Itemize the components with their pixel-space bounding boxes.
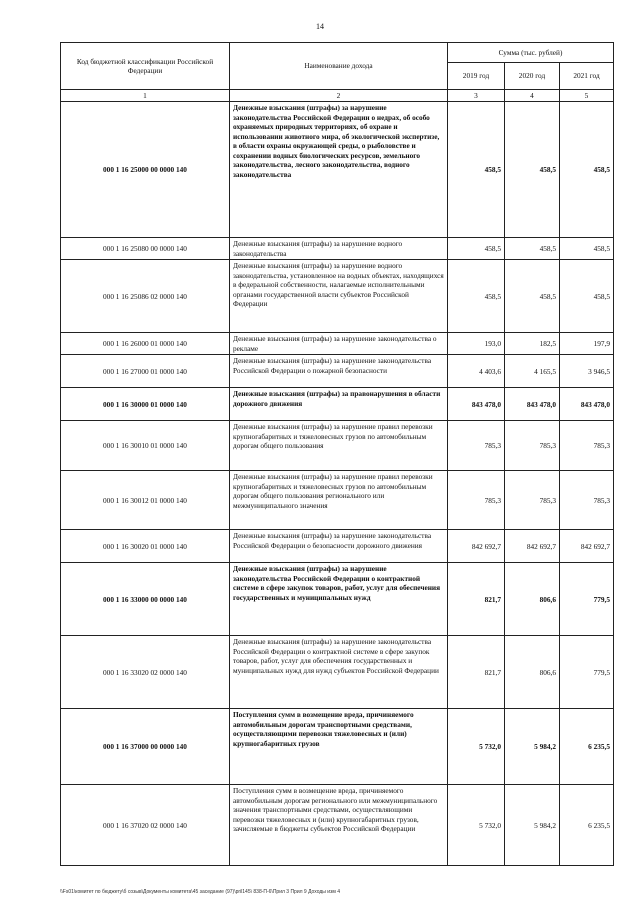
table-row (61, 421, 614, 471)
value-2019: 785,3 (448, 421, 505, 471)
table-row (61, 636, 614, 709)
table-row (61, 355, 614, 388)
value-2021: 779,5 (560, 636, 614, 709)
header-code: Код бюджетной классификации Российской Федерации (61, 43, 230, 90)
name-cell: Поступления сумм в возмещение вреда, причиняемого автомобильным дорогам транспортными средствами, осуществляющими перевозки тяжеловесных и (или) крупногабаритных грузов (230, 709, 448, 785)
value-2021: 785,3 (560, 421, 614, 471)
table-row (61, 238, 614, 260)
value-2021: 458,5 (560, 102, 614, 238)
header-year-2021: 2021 год (560, 63, 614, 90)
code-cell: 000 1 16 30020 01 0000 140 (61, 530, 230, 563)
table-row (61, 709, 614, 785)
name-cell: Денежные взыскания (штрафы) за нарушение законодательства о рекламе (230, 333, 448, 355)
code-cell: 000 1 16 37020 02 0000 140 (61, 785, 230, 866)
value-2021: 3 946,5 (560, 355, 614, 388)
header-year-2019: 2019 год (448, 63, 505, 90)
name-cell: Денежные взыскания (штрафы) за нарушение законодательства Российской Федерации о контрактной системе в сфере закупок товаров, работ, услуг для обеспечения государственных и муниципальных нужд для нужд субъектов Российской Федерации (230, 636, 448, 709)
name-cell: Денежные взыскания (штрафы) за нарушение водного законодательства, установленное на водных объектах, находящихся в федеральной собственности, налагаемые исполнительными органами государственной власти субъектов Российской Федерации (230, 260, 448, 333)
budget-revenue-table (60, 42, 614, 866)
value-2019: 4 403,6 (448, 355, 505, 388)
value-2021: 6 235,5 (560, 709, 614, 785)
code-cell: 000 1 16 37000 00 0000 140 (61, 709, 230, 785)
table-row (61, 530, 614, 563)
code-cell: 000 1 16 25080 00 0000 140 (61, 238, 230, 260)
value-2020: 182,5 (505, 333, 560, 355)
name-cell: Денежные взыскания (штрафы) за нарушение законодательства Российской Федерации о пожарной безопасности (230, 355, 448, 388)
value-2021: 6 235,5 (560, 785, 614, 866)
code-cell: 000 1 16 33000 00 0000 140 (61, 563, 230, 636)
table-row (61, 102, 614, 238)
name-cell: Денежные взыскания (штрафы) за нарушение водного законодательства (230, 238, 448, 260)
page-number: 14 (316, 22, 324, 31)
table-row (61, 563, 614, 636)
value-2019: 5 732,0 (448, 709, 505, 785)
code-cell: 000 1 16 25086 02 0000 140 (61, 260, 230, 333)
column-number: 3 (448, 90, 505, 102)
code-cell: 000 1 16 30010 01 0000 140 (61, 421, 230, 471)
value-2020: 458,5 (505, 260, 560, 333)
name-cell: Денежные взыскания (штрафы) за правонарушения в области дорожного движения (230, 388, 448, 421)
code-cell: 000 1 16 30012 01 0000 140 (61, 471, 230, 530)
value-2019: 785,3 (448, 471, 505, 530)
name-cell: Денежные взыскания (штрафы) за нарушение законодательства Российской Федерации о контрактной системе в сфере закупок товаров, работ, услуг для обеспечения государственных и муниципальных нужд (230, 563, 448, 636)
value-2019: 843 478,0 (448, 388, 505, 421)
value-2021: 785,3 (560, 471, 614, 530)
table-row (61, 388, 614, 421)
value-2019: 821,7 (448, 563, 505, 636)
value-2019: 458,5 (448, 238, 505, 260)
code-cell: 000 1 16 26000 01 0000 140 (61, 333, 230, 355)
code-cell: 000 1 16 25000 00 0000 140 (61, 102, 230, 238)
value-2019: 193,0 (448, 333, 505, 355)
value-2019: 842 692,7 (448, 530, 505, 563)
value-2020: 843 478,0 (505, 388, 560, 421)
value-2020: 785,3 (505, 471, 560, 530)
name-cell: Поступления сумм в возмещение вреда, причиняемого автомобильным дорогам регионального или межмуниципального значения транспортными средствами, осуществляющими перевозки тяжеловесных и (или) крупногабаритных грузов, зачисляемые в бюджеты субъектов Российской Федерации (230, 785, 448, 866)
header-name: Наименование дохода (230, 43, 448, 90)
value-2019: 458,5 (448, 260, 505, 333)
value-2019: 821,7 (448, 636, 505, 709)
table-row (61, 333, 614, 355)
value-2021: 842 692,7 (560, 530, 614, 563)
name-cell: Денежные взыскания (штрафы) за нарушение правил перевозки крупногабаритных и тяжеловесных грузов по автомобильным дорогам общего пользования (230, 421, 448, 471)
name-cell: Денежные взыскания (штрафы) за нарушение законодательства Российской Федерации о недрах, об особо охраняемых природных территориях, об охране и использовании животного мира, об экологической экспертизе, в области охраны окружающей среды, о рыболовстве и сохранении водных биологических ресурсов, земельного законодательства, лесного законодательства, водного законодательства (230, 102, 448, 238)
table-row (61, 260, 614, 333)
value-2020: 458,5 (505, 102, 560, 238)
table-row (61, 471, 614, 530)
code-cell: 000 1 16 30000 01 0000 140 (61, 388, 230, 421)
value-2021: 458,5 (560, 260, 614, 333)
file-path-footer: \\Fs01\комитет по бюджету\б созыв\Документы комитета\45 заседание (97)\pril145\ 838-П-6\Прил 3 Прил 9 Доходы изм 4 (60, 889, 340, 895)
table-row (61, 785, 614, 866)
column-number: 5 (560, 90, 614, 102)
column-number-row (61, 90, 614, 102)
value-2020: 806,6 (505, 563, 560, 636)
code-cell: 000 1 16 27000 01 0000 140 (61, 355, 230, 388)
value-2020: 458,5 (505, 238, 560, 260)
value-2019: 458,5 (448, 102, 505, 238)
header-sum-group: Сумма (тыс. рублей) (448, 43, 614, 63)
code-cell: 000 1 16 33020 02 0000 140 (61, 636, 230, 709)
value-2020: 5 984,2 (505, 709, 560, 785)
value-2021: 197,9 (560, 333, 614, 355)
name-cell: Денежные взыскания (штрафы) за нарушение правил перевозки крупногабаритных и тяжеловесных грузов по автомобильным дорогам общего пользования регионального или межмуниципального значения (230, 471, 448, 530)
value-2021: 458,5 (560, 238, 614, 260)
value-2020: 842 692,7 (505, 530, 560, 563)
value-2020: 4 165,5 (505, 355, 560, 388)
value-2020: 785,3 (505, 421, 560, 471)
column-number: 4 (505, 90, 560, 102)
value-2020: 5 984,2 (505, 785, 560, 866)
column-number: 1 (61, 90, 230, 102)
value-2019: 5 732,0 (448, 785, 505, 866)
name-cell: Денежные взыскания (штрафы) за нарушение законодательства Российской Федерации о безопасности дорожного движения (230, 530, 448, 563)
value-2021: 779,5 (560, 563, 614, 636)
column-number: 2 (230, 90, 448, 102)
value-2021: 843 478,0 (560, 388, 614, 421)
header-year-2020: 2020 год (505, 63, 560, 90)
value-2020: 806,6 (505, 636, 560, 709)
